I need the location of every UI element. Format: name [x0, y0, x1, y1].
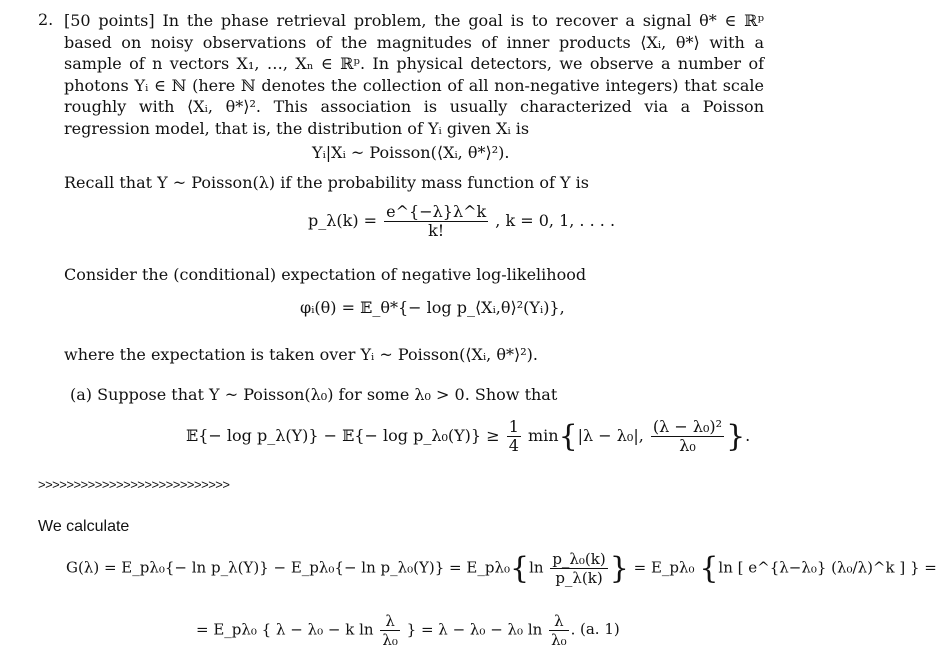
ineq-min: min [527, 426, 559, 445]
g-fraction [550, 550, 607, 587]
g-eq2: = E_pλ₀ [633, 558, 695, 577]
ineq-fraction [651, 418, 724, 455]
line2-den2: λ₀ [551, 631, 567, 649]
line2-num1: λ [380, 612, 400, 631]
quarter-numerator: 1 [508, 417, 519, 436]
pmf-lhs: p_λ(k) = [308, 211, 378, 230]
g-ln: ln [529, 558, 544, 577]
consider-text: Consider the (conditional) expectation of negative log-likelihood [64, 265, 587, 284]
pmf-equation [308, 203, 615, 240]
g-brace-open: { [509, 551, 530, 586]
g-exp: ln [ e^{λ−λ₀} (λ₀/λ)^k ] } = [718, 558, 937, 577]
pmf-numerator: e^{−λ}λ^k [386, 202, 487, 221]
we-calculate: We calculate [38, 518, 130, 535]
ineq-numerator: (λ − λ₀)² [652, 417, 723, 436]
pmf-fraction [384, 203, 488, 240]
g-brace-close: } [609, 551, 629, 586]
quarter-denominator: 4 [508, 436, 519, 455]
inequality [186, 418, 750, 455]
problem-number: 2. [38, 10, 54, 29]
model-equation: Yᵢ|Xᵢ ~ Poisson(⟨Xᵢ, θ*⟩²). [312, 143, 510, 162]
ineq-abs: |λ − λ₀|, [577, 426, 644, 445]
line2-a: = E_pλ₀ { λ − λ₀ − k ln [196, 620, 374, 639]
line2-equation [196, 612, 575, 649]
pmf-tail: , k = 0, 1, . . . . [495, 211, 616, 230]
line2-c: . [570, 620, 576, 639]
ineq-end: . [745, 426, 751, 445]
left-brace: { [558, 419, 578, 454]
problem-intro: [50 points] In the phase retrieval problem, the goal is to recover a signal θ* ∈ ℝᵖ based on noisy observations of the magnitudes of inner products ⟨Xᵢ, θ*⟩ with a sample of n vectors X₁, …, Xₙ ∈ ℝᵖ. In physical detectors, we observe a number of photons Yᵢ ∈ ℕ (here ℕ denotes the collection of all non-negative integers) that scale roughly with ⟨Xᵢ, θ*⟩². This association is usually characterized via a Poisson regression model, that is, the distribution of Yᵢ given Xᵢ is [64, 11, 764, 138]
line2-num2: λ [549, 612, 569, 631]
line2-fraction2 [549, 612, 569, 649]
ineq-lhs: 𝔼{− log p_λ(Y)} − 𝔼{− log p_λ₀(Y)} ≥ [186, 426, 500, 445]
where-text: where the expectation is taken over Yᵢ ~ Poisson(⟨Xᵢ, θ*⟩²). [64, 345, 538, 364]
pmf-denominator: k! [428, 221, 445, 240]
part-a-text: (a) Suppose that Y ~ Poisson(λ₀) for some λ₀ > 0. Show that [70, 385, 558, 404]
equation-label: (a. 1) [580, 620, 620, 638]
line2-fraction1 [380, 612, 400, 649]
g-equation [66, 550, 937, 587]
separator: >>>>>>>>>>>>>>>>>>>>>>>>>>> [38, 477, 230, 492]
recall-text: Recall that Y ~ Poisson(λ) if the probability mass function of Y is [64, 173, 589, 192]
line2-den1: λ₀ [382, 631, 398, 649]
g-brace2: { [699, 551, 719, 586]
quarter-fraction [507, 418, 521, 455]
g-line: G(λ) = E_pλ₀{− ln p_λ(Y)} − E_pλ₀{− ln p_λ₀(Y)} = E_pλ₀ [66, 558, 510, 577]
right-brace: } [726, 419, 746, 454]
ineq-denominator: λ₀ [679, 436, 696, 455]
g-denominator: p_λ(k) [555, 569, 603, 587]
line2-b: } = λ − λ₀ − λ₀ ln [406, 620, 543, 639]
phi-equation: φᵢ(θ) = 𝔼_θ*{− log p_⟨Xᵢ,θ⟩²(Yᵢ)}, [300, 298, 565, 317]
g-numerator: p_λ₀(k) [552, 550, 606, 568]
